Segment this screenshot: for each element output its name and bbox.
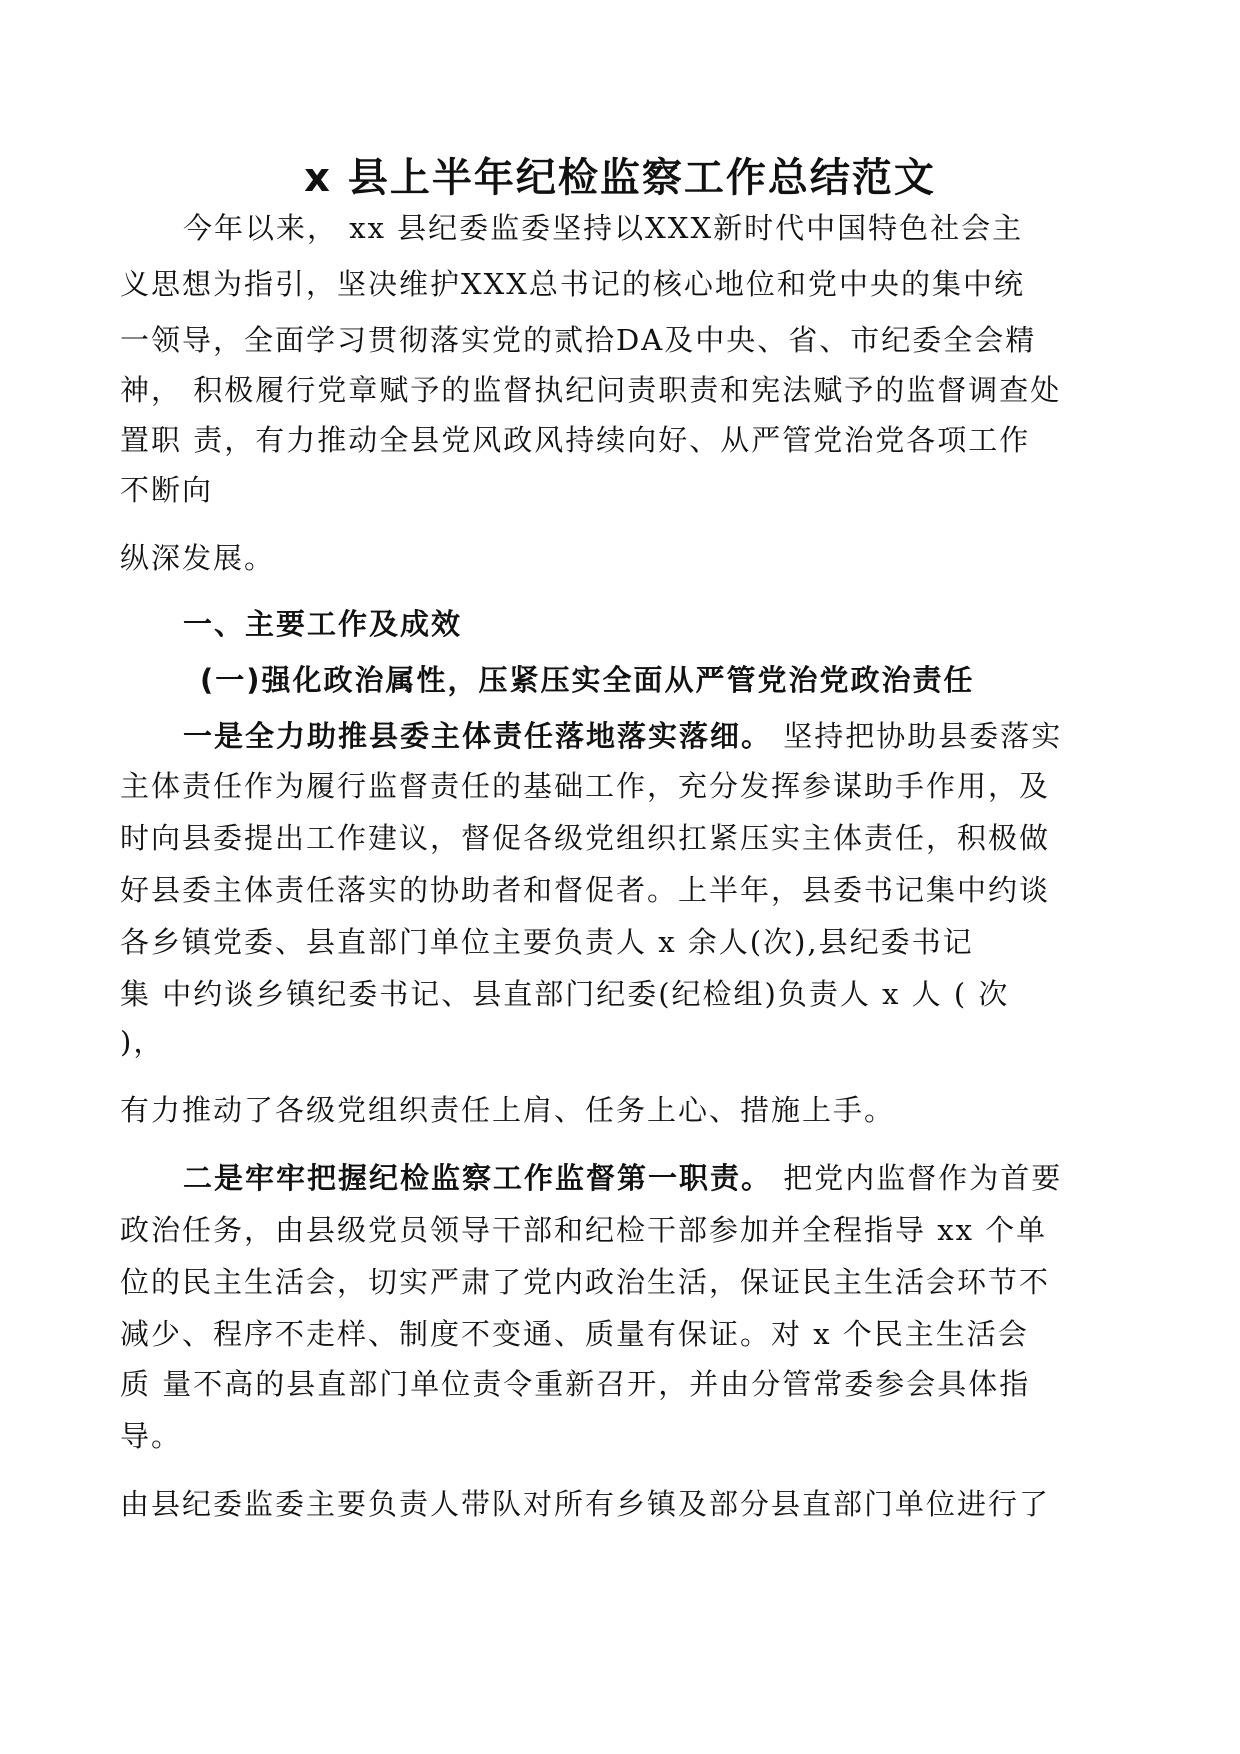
paragraph-line (183, 1158, 1062, 1198)
intro-line: 纵深发展。 (120, 541, 276, 575)
paragraph-line: )， (120, 1025, 165, 1059)
paragraph-line: 由县纪委监委主要负责人带队对所有乡镇及部分县直部门单位进行了 (120, 1487, 1051, 1521)
intro-line: 置职 责，有力推动全县党风政风持续向好、从严管党治党各项工作 (120, 423, 1031, 457)
paragraph-line: 时向县委提出工作建议，督促各级党组织扛紧压实主体责任，积极做 (120, 821, 1051, 855)
paragraph-line: 集 中约谈乡镇纪委书记、县直部门纪委(纪检组)负责人 x 人 ( 次 (120, 977, 1010, 1011)
intro-line: 一领导，全面学习贯彻落实党的贰拾DA及中央、省、市纪委全会精 (120, 323, 1037, 357)
paragraph-lead: 一是全力助推县委主体责任落地落实落细。 (183, 719, 773, 753)
paragraph-line: 质 量不高的县直部门单位责令重新召开，并由分管常委参会具体指 (120, 1367, 1031, 1401)
intro-line: 义思想为指引，坚决维护XXX总书记的核心地位和党中央的集中统 (120, 267, 1025, 301)
section-heading: 一、主要工作及成效 (183, 607, 463, 641)
intro-line: 今年以来， xx 县纪委监委坚持以XXX新时代中国特色社会主 (183, 211, 1024, 245)
document-title: x 县上半年纪检监察工作总结范文 (304, 155, 936, 201)
paragraph-line: 政治任务，由县级党员领导干部和纪检干部参加并全程指导 xx 个单 (120, 1213, 1048, 1247)
intro-line: 不断向 (120, 473, 214, 507)
paragraph-line: 各乡镇党委、县直部门单位主要负责人 x 余人(次),县纪委书记 (120, 925, 974, 959)
paragraph-line: 好县委主体责任落实的协助者和督促者。上半年，县委书记集中约谈 (120, 873, 1051, 907)
subsection-heading: (一)强化政治属性，压紧压实全面从严管党治党政治责任 (200, 663, 975, 697)
paragraph-line: 导。 (120, 1419, 183, 1453)
paragraph-text: 坚持把协助县委落实 (772, 719, 1063, 753)
paragraph-text: 把党内监督作为首要 (772, 1161, 1063, 1195)
paragraph-line: 有力推动了各级党组织责任上肩、任务上心、措施上手。 (120, 1093, 896, 1127)
paragraph-line: 主体责任作为履行监督责任的基础工作，充分发挥参谋助手作用，及 (120, 769, 1051, 803)
paragraph-line: 位的民主生活会，切实严肃了党内政治生活，保证民主生活会环节不 (120, 1265, 1051, 1299)
paragraph-line (183, 716, 1062, 756)
paragraph-line: 减少、程序不走样、制度不变通、质量有保证。对 x 个民主生活会 (120, 1317, 1029, 1351)
intro-line: 神， 积极履行党章赋予的监督执纪问责职责和宪法赋予的监督调查处 (120, 373, 1062, 407)
paragraph-lead: 二是牢牢把握纪检监察工作监督第一职责。 (183, 1161, 773, 1195)
